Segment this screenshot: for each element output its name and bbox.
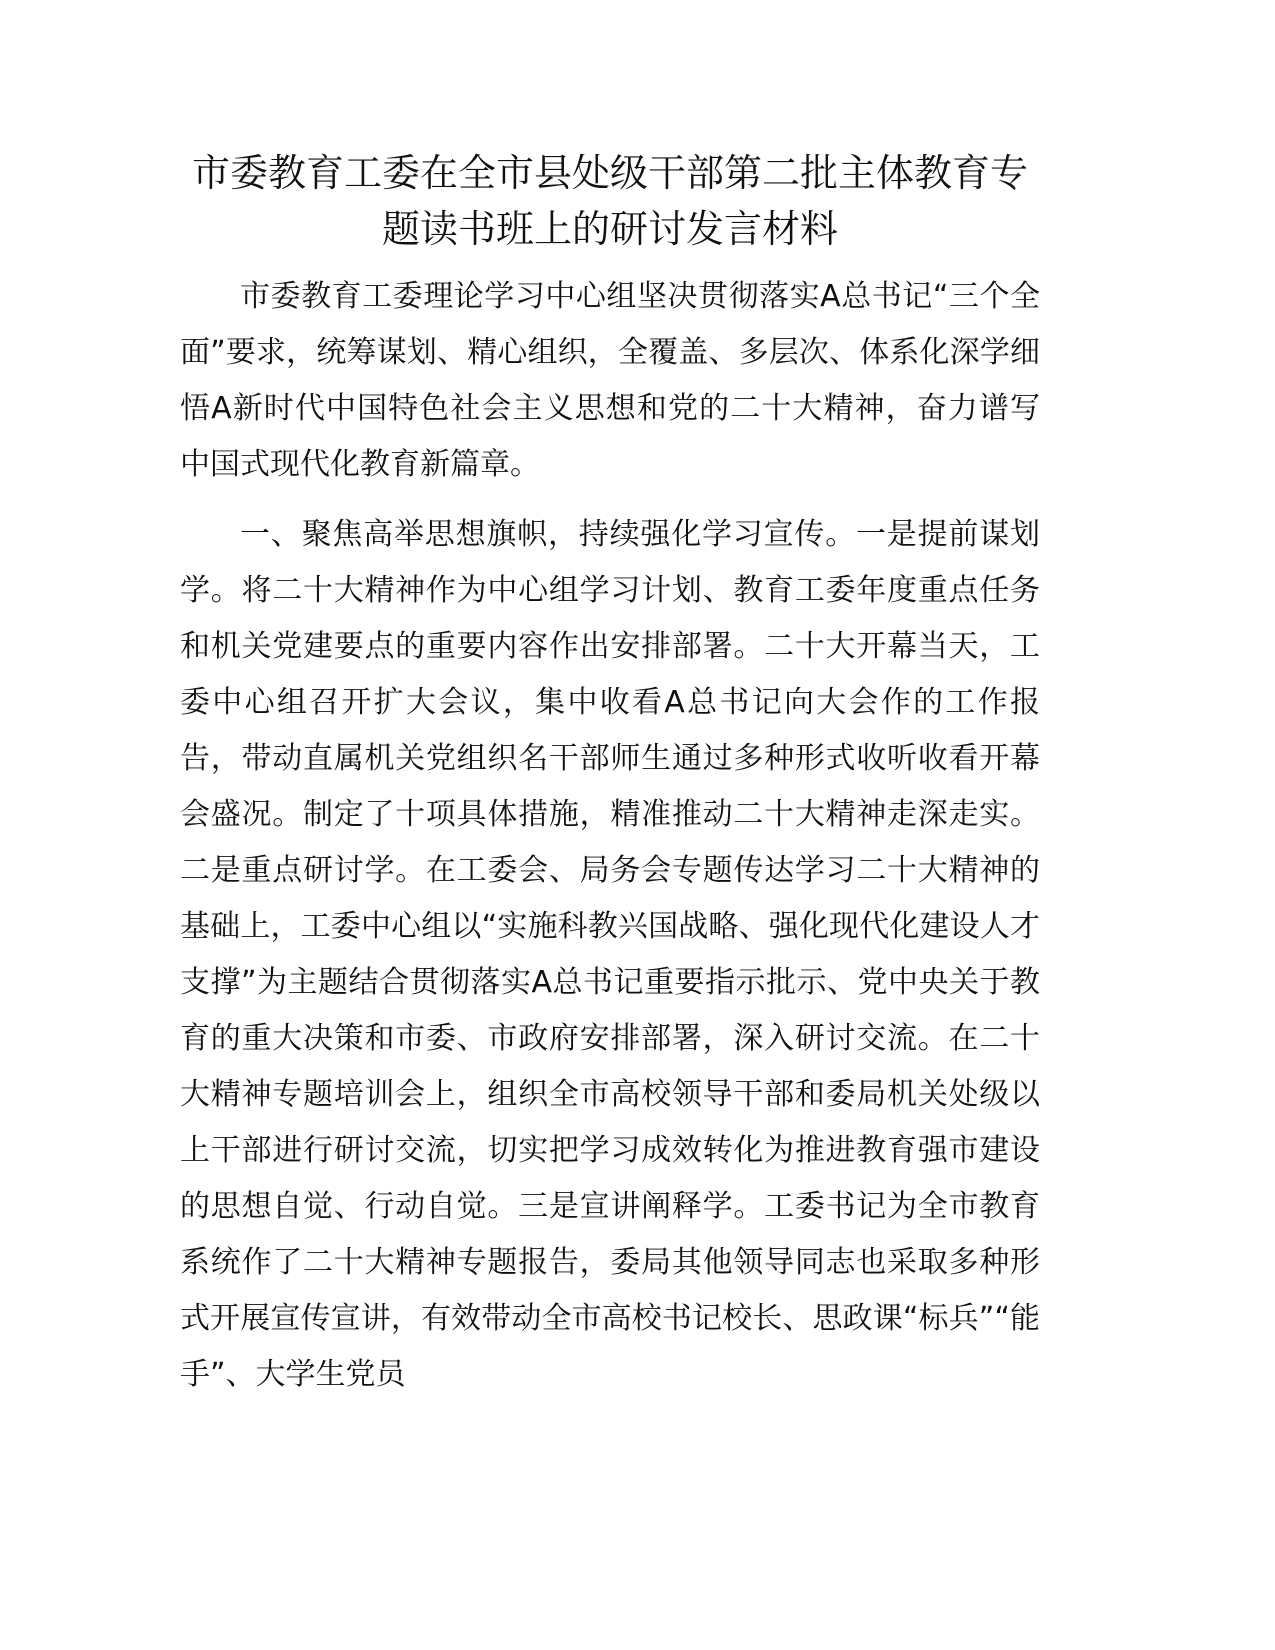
document-page bbox=[180, 145, 1040, 1403]
paragraph-section-one: 一、聚焦高举思想旗帜，持续强化学习宣传。一是提前谋划学。将二十大精神作为中心组学习计划、教育工委年度重点任务和机关党建要点的重要内容作出安排部署。二十大开幕当天，工委中心组召开扩大会议，集中收看A总书记向大会作的工作报告，带动直属机关党组织名干部师生通过多种形式收听收看开幕会盛况。制定了十项具体措施，精准推动二十大精神走深走实。二是重点研讨学。在工委会、局务会专题传达学习二十大精神的基础上，工委中心组以“实施科教兴国战略、强化现代化建设人才支撑”为主题结合贯彻落实A总书记重要指示批示、党中央关于教育的重大决策和市委、市政府安排部署，深入研讨交流。在二十大精神专题培训会上，组织全市高校领导干部和委局机关处级以上干部进行研讨交流，切实把学习成效转化为推进教育强市建设的思想自觉、行动自觉。三是宣讲阐释学。工委书记为全市教育系统作了二十大精神专题报告，委局其他领导同志也采取多种形式开展宣传宣讲，有效带动全市高校书记校长、思政课“标兵”“能手”、大学生党员 bbox=[180, 517, 1040, 1392]
paragraph-intro: 市委教育工委理论学习中心组坚决贯彻落实A总书记“三个全面”要求，统筹谋划、精心组织，全覆盖、多层次、体系化深学细悟A新时代中国特色社会主义思想和党的二十大精神，奋力谱写中国式现代化教育新篇章。 bbox=[180, 279, 1040, 482]
document-title: 市委教育工委在全市县处级干部第二批主体教育专题读书班上的研讨发言材料 bbox=[191, 151, 1028, 251]
